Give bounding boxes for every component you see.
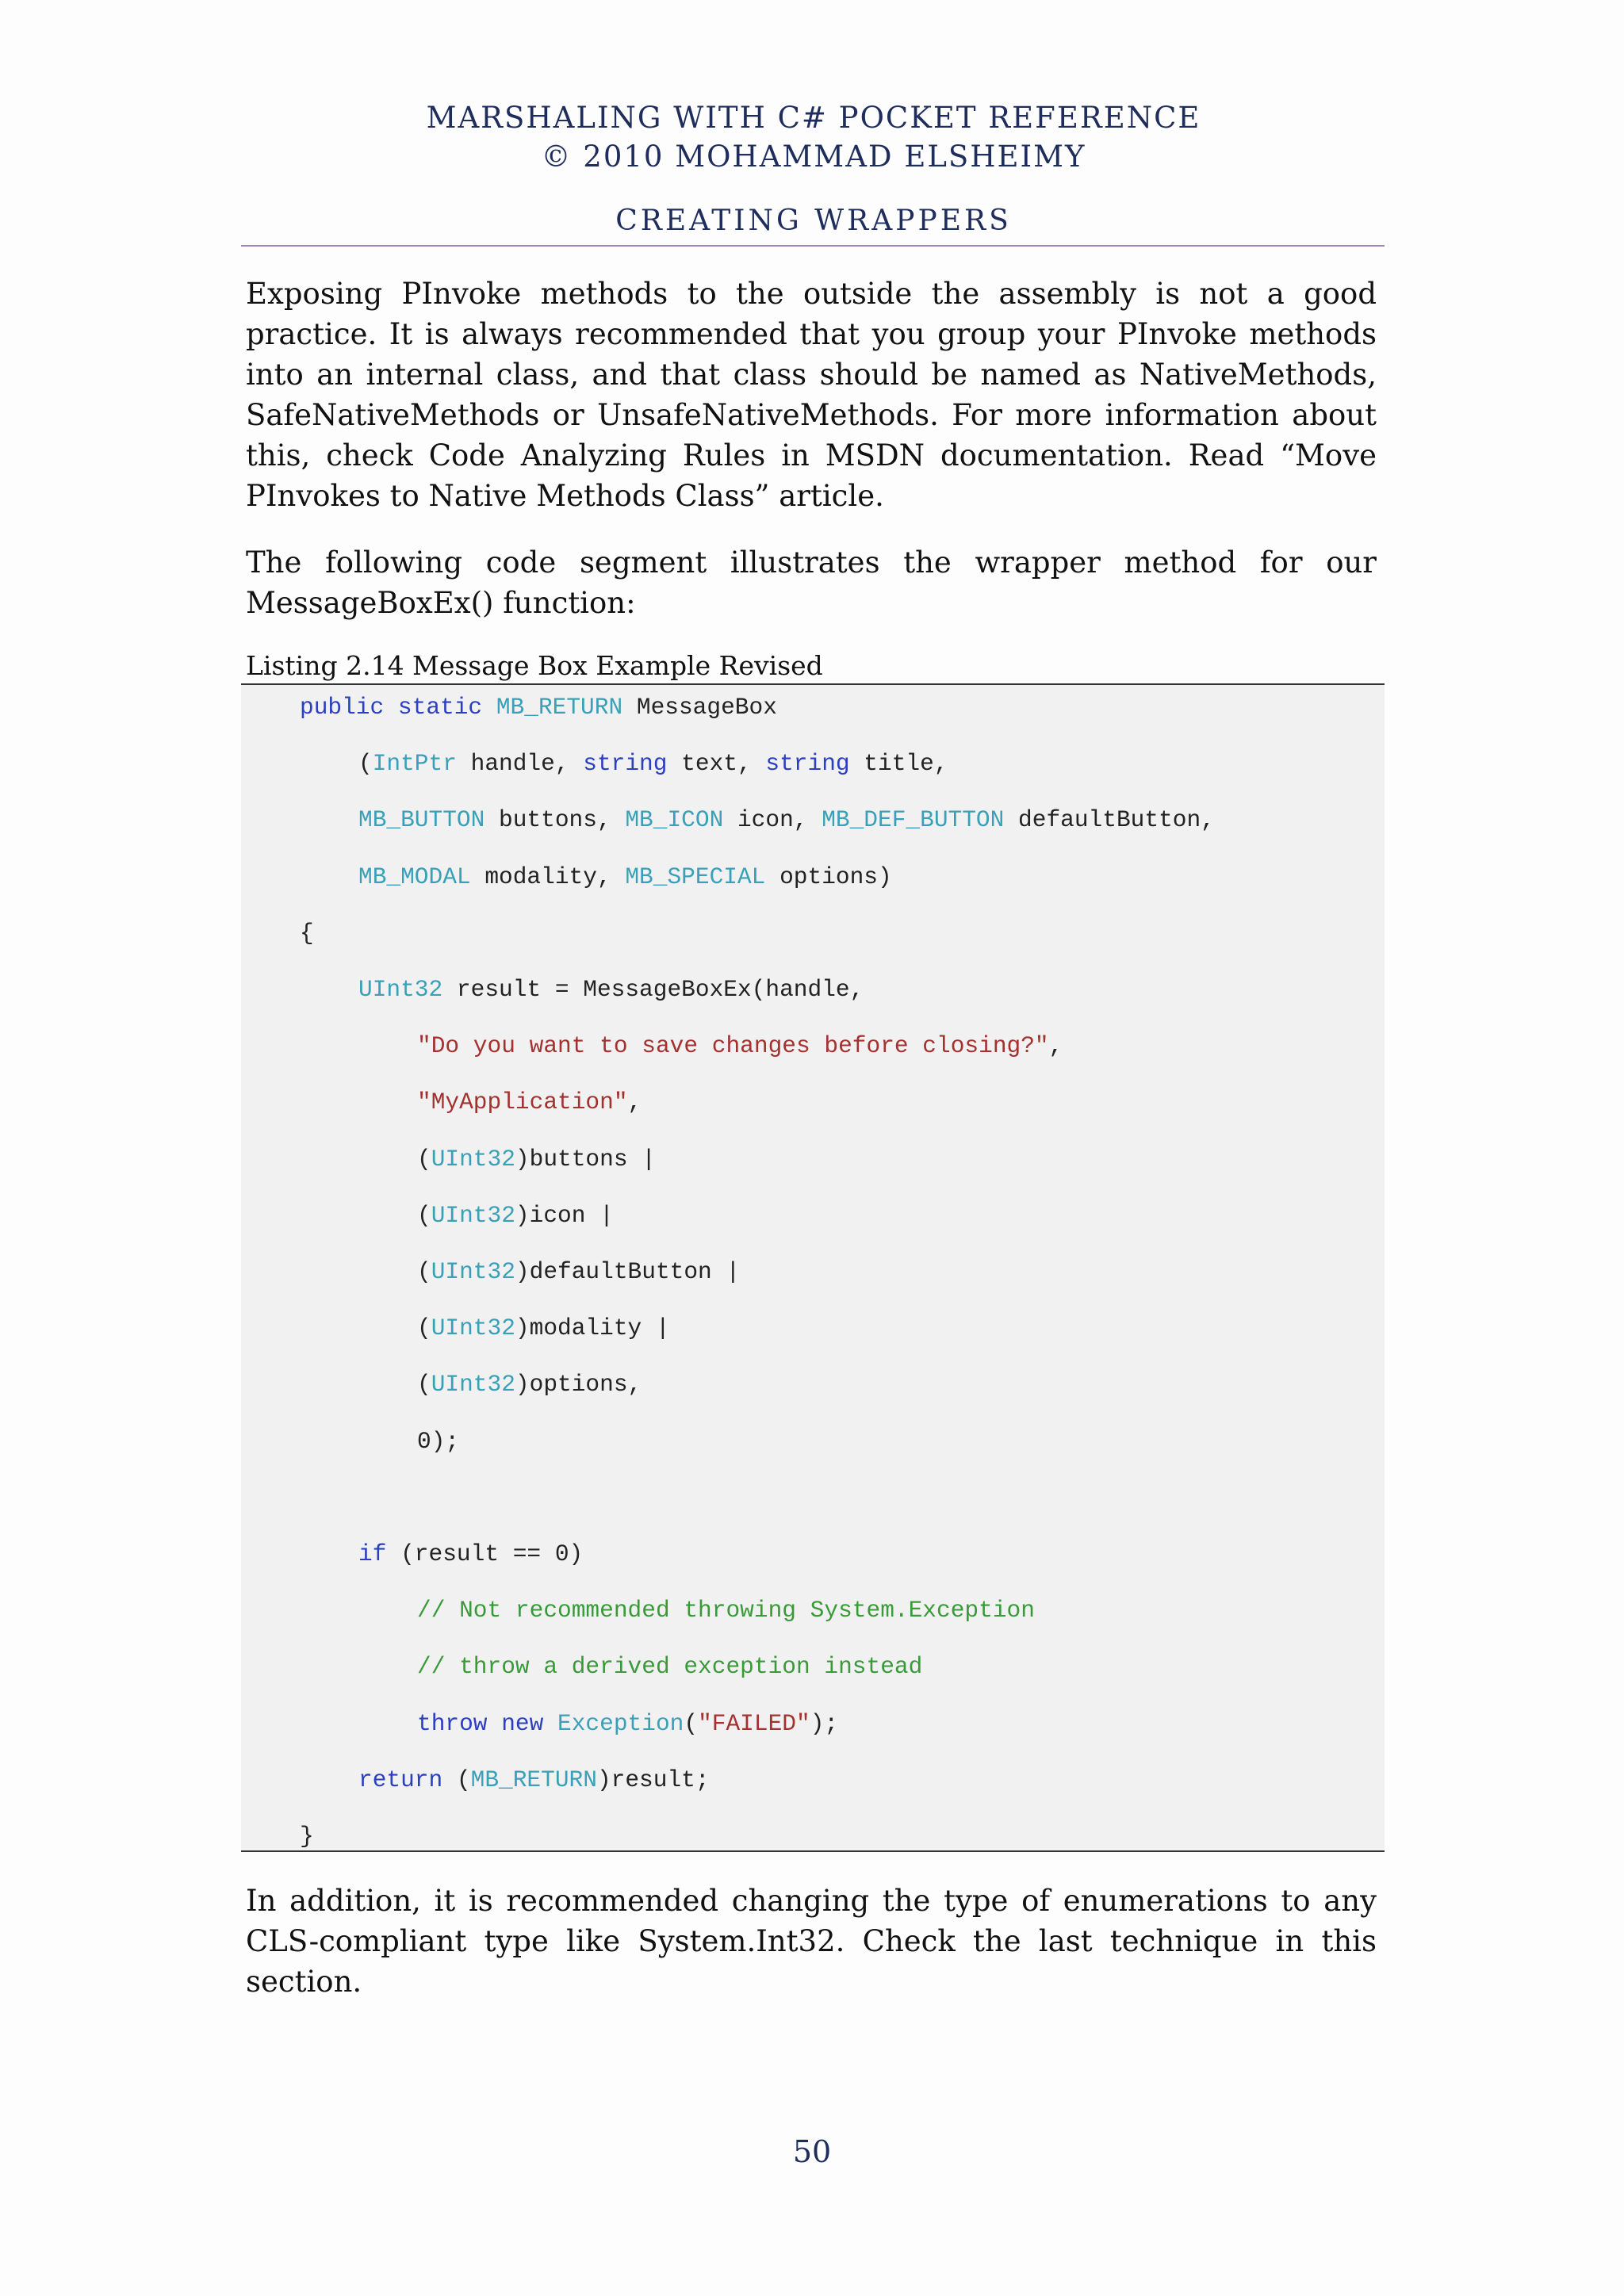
code-token: handle, [456, 750, 584, 778]
code-token: )icon | [515, 1201, 614, 1229]
code-token: new [501, 1709, 544, 1737]
code-token: // throw a derived exception instead [417, 1653, 923, 1681]
code-token: result = MessageBoxEx(handle, [442, 976, 864, 1003]
code-token: )options, [515, 1371, 642, 1399]
code-line [417, 1596, 1035, 1624]
code-token: )modality | [515, 1314, 670, 1342]
code-token: ( [417, 1145, 431, 1173]
code-token: MB_RETURN [496, 694, 623, 721]
code-token: MB_DEF_BUTTON [822, 806, 1005, 834]
code-token: UInt32 [358, 976, 443, 1003]
code-token: UInt32 [431, 1145, 515, 1173]
section-title: CREATING WRAPPERS [615, 205, 1012, 237]
code-token: MB_MODAL [358, 863, 471, 890]
code-token [482, 694, 496, 721]
code-token: (result == 0) [386, 1540, 584, 1567]
code-token: MB_RETURN [470, 1766, 597, 1793]
code-token: ); [810, 1709, 839, 1737]
code-line [358, 749, 948, 778]
header-divider [241, 245, 1385, 247]
code-token: )defaultButton | [515, 1258, 741, 1285]
code-token: static [397, 694, 483, 721]
code-token: "Do you want to save changes before closing?" [417, 1032, 1049, 1060]
code-line [358, 975, 864, 1004]
code-token [488, 1710, 502, 1737]
code-line [417, 1427, 459, 1456]
code-token: )buttons | [515, 1145, 656, 1173]
code-token: // Not recommended throwing System.Exception [417, 1597, 1035, 1624]
code-token: ( [417, 1258, 431, 1285]
code-token: if [358, 1540, 387, 1567]
code-token: text, [667, 750, 766, 778]
code-token: throw [417, 1709, 488, 1737]
code-token: ( [442, 1766, 471, 1793]
code-token: MessageBox [622, 694, 777, 721]
code-line [300, 693, 777, 721]
code-line [417, 1314, 670, 1342]
code-token: "MyApplication" [417, 1089, 628, 1116]
code-token: string [765, 750, 850, 778]
code-line [417, 1370, 642, 1399]
paragraph-intro: Exposing PInvoke methods to the outside the assembly is not a good practice. It is always recommended that you group your PInvoke methods into an internal class, and that class should be named as NativeMethods, SafeNativeMethods or UnsafeNativeMethods. For more information about this, check Code Analyzing Rules in MSDN documentation. Read “Move PInvokes to Native Methods Class” article. [246, 277, 1377, 513]
code-token [543, 1710, 557, 1737]
code-listing [241, 683, 1385, 1852]
code-token: ( [684, 1709, 699, 1737]
code-token: ( [417, 1371, 431, 1399]
code-line [417, 1652, 922, 1681]
code-token: string [583, 750, 668, 778]
code-token: icon, [723, 806, 822, 834]
code-line [300, 1822, 314, 1850]
code-token: defaultButton, [1004, 806, 1215, 834]
code-line [417, 1709, 838, 1738]
code-token: MB_ICON [625, 806, 724, 834]
code-token: , [627, 1089, 642, 1116]
header-copyright: © 2010 MOHAMMAD ELSHEIMY [541, 140, 1086, 174]
code-line [358, 863, 892, 891]
paragraph-code-intro: The following code segment illustrates the wrapper method for our MessageBoxEx() function: [246, 545, 1377, 620]
code-token: } [300, 1823, 314, 1850]
code-token: buttons, [485, 806, 626, 834]
code-token: UInt32 [431, 1201, 515, 1229]
code-line [417, 1145, 656, 1173]
code-token: 0); [417, 1427, 460, 1455]
code-token: Exception [557, 1709, 684, 1737]
code-token: UInt32 [431, 1371, 515, 1399]
code-line [417, 1031, 1063, 1060]
code-token: options) [765, 863, 892, 890]
code-token: UInt32 [431, 1258, 515, 1285]
running-header [243, 98, 1385, 176]
code-token: UInt32 [431, 1314, 515, 1342]
code-token: , [1048, 1032, 1063, 1060]
code-line [417, 1201, 614, 1230]
page-number: 50 [792, 2134, 832, 2169]
header-title: MARSHALING WITH C# POCKET REFERENCE [426, 101, 1201, 135]
code-token: "FAILED" [698, 1709, 810, 1737]
code-line [417, 1257, 740, 1286]
code-token: IntPtr [372, 750, 457, 778]
listing-caption: Listing 2.14 Message Box Example Revised [246, 650, 823, 681]
code-token: ( [417, 1314, 431, 1342]
code-line [417, 1088, 642, 1116]
code-token: MB_BUTTON [358, 806, 485, 834]
code-line [358, 1766, 710, 1794]
code-token: ( [417, 1201, 431, 1229]
code-line [300, 919, 314, 947]
code-token: return [358, 1766, 443, 1793]
code-token: { [300, 919, 314, 947]
code-token: )result; [596, 1766, 710, 1793]
code-line [358, 1540, 583, 1568]
paragraph-closing: In addition, it is recommended changing the type of enumerations to any CLS-compliant type like System.Int32. Check the last technique in this section. [246, 1884, 1377, 1999]
code-token [384, 694, 398, 721]
code-token: title, [849, 750, 948, 778]
code-token: MB_SPECIAL [625, 863, 766, 890]
code-token: modality, [470, 863, 626, 890]
code-token: ( [358, 750, 373, 778]
code-line [358, 806, 1215, 834]
code-token: public [300, 694, 385, 721]
